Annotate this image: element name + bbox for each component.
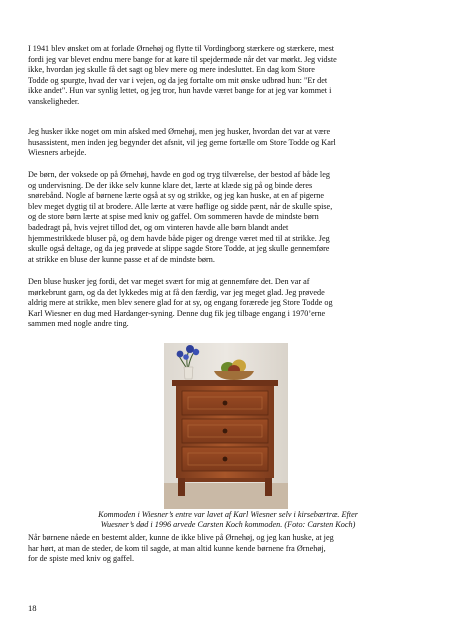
photo-caption: Kommoden i Wiesner’s entre var lavet af Karl Wiesner selv i kirsebærtræ. Efter Wuesner’s død i 1996 arvede Carsten Koch kommoden. (Foto: Carsten Koch)	[98, 510, 358, 530]
paragraph-3: De børn, der voksede op på Ørnehøj, havde en god og tryg tilværelse, der bestod af både leg og undervisning. De der ikke selv kunne klare det, lærte at klæde sig på og binde deres snørebånd. Nogle af børnene lærte også at sy og strikke, og jeg kan huske, at en af pigerne blev meget dygtig til at brodere. Alle lærte at være høflige og sidde pænt, når de skulle spise, og de store børn lærte at spise med kniv og gaffel. Om sommeren havde de mindste børn badedragt på, hvis vejret tillod det, og om vinteren havde alle børn blandt andet hjemmestrikkede bluser på, og dem havde både piger og drenge været med til at strikke. Jeg skulle også deltage, og da jeg prøvede at slippe sagde Store Todde, at jeg skulle gennemføre at strikke en bluse der kunne passe et af de mindste børn.	[28, 170, 333, 264]
paragraph-1: I 1941 blev ønsket om at forlade Ørnehøj og flytte til Vordingborg stærkere og stærkere, mest fordi jeg var blevet endnu mere bange for at køre til spejdermøde når det var mørkt. Jeg vidste ikke, hvordan jeg skulle få det sagt og blev mere og mere indesluttet. En dag kom Store Todde og spurgte, hvad der var i vejen, og da jeg fortalte om mit ønske udbrød hun: "Er det ikke andet". Hun var synlig lettet, og jeg tror, hun havde været bange for at jeg var kommet i vanskeligheder.	[28, 44, 337, 106]
paragraph-2: Jeg husker ikke noget om min afsked med Ørnehøj, men jeg husker, hvordan det var at være husassistent, men inden jeg begynder det afsnit, vil jeg gerne fortælle om Store Todde og Karl Wiesners arbejde.	[28, 127, 336, 158]
page-number: 18	[28, 603, 37, 613]
paragraph-5: Når børnene nåede en bestemt alder, kunne de ikke blive på Ørnehøj, og jeg kan huske, at jeg har hørt, at man de steder, de kom til sagde, at man altid kunne kende børnene fra Ørnehøj, for de spiste med kniv og gaffel.	[28, 533, 334, 564]
paragraph-4: Den bluse husker jeg fordi, det var meget svært for mig at gennemføre det. Den var af mørkebrunt garn, og da det lykkedes mig at få den færdig, var jeg meget glad. Jeg prøvede aldrig mere at strikke, men blev senere glad for at sy, og engang forærede jeg Store Todde og Karl Wiesner en dug med Hardanger-syning. Denne dug fik jeg tilbage engang i 1970’erne sammen med nogle andre ting.	[28, 277, 333, 329]
dresser-photo	[164, 343, 288, 509]
